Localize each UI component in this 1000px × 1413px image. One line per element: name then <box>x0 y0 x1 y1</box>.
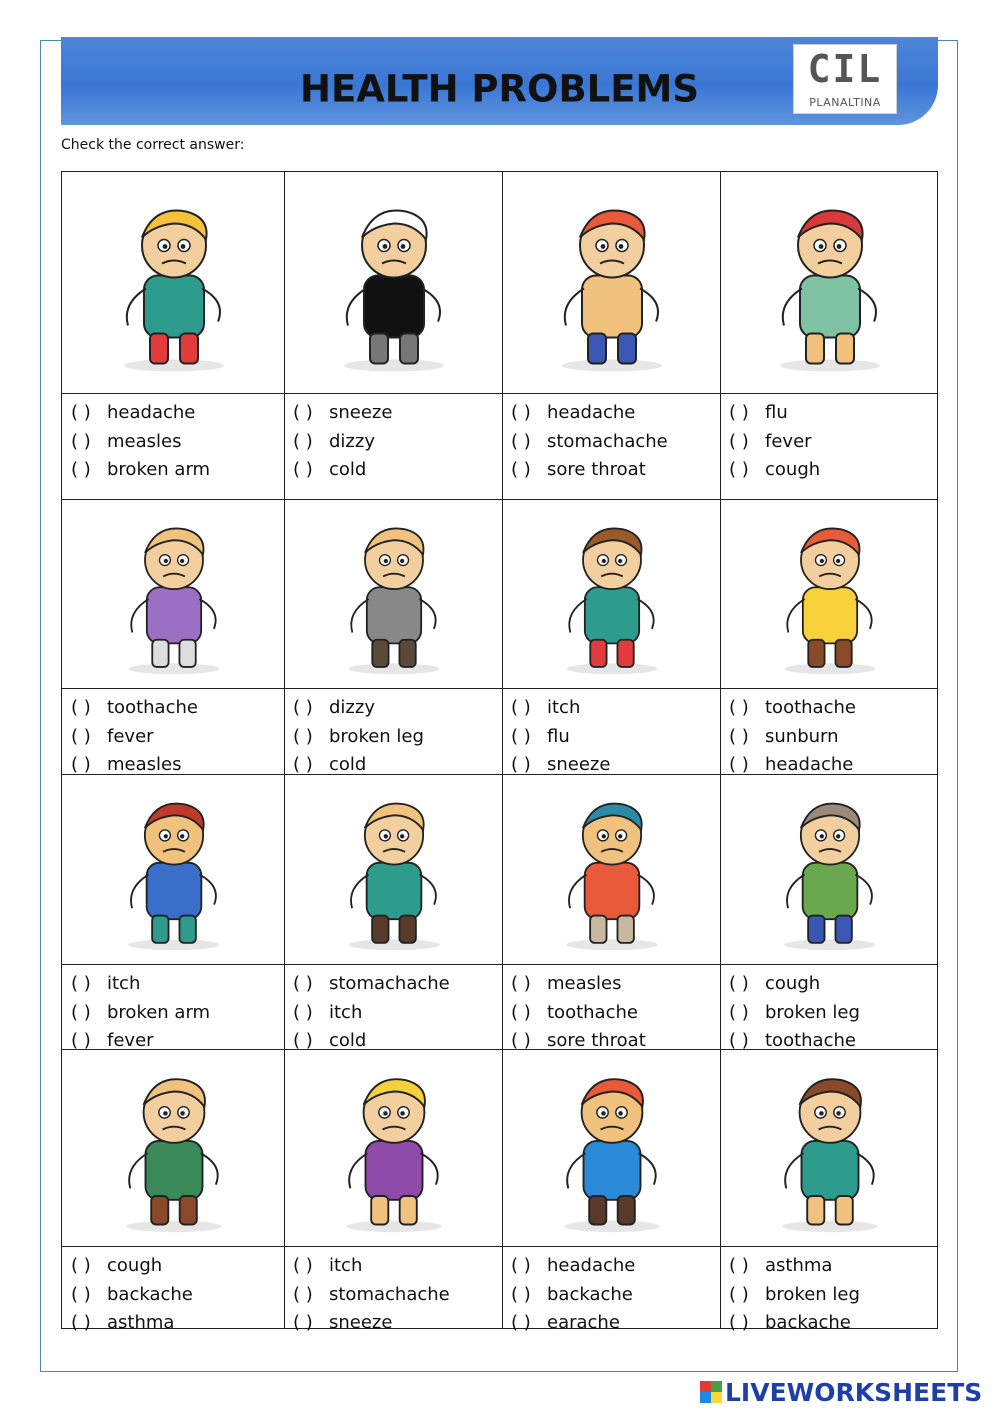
answer-options <box>721 970 939 1049</box>
answer-option[interactable] <box>293 723 502 752</box>
answer-option[interactable] <box>71 456 284 485</box>
answer-option[interactable] <box>293 1281 502 1310</box>
answer-option[interactable] <box>729 999 939 1028</box>
answer-option-label: toothache <box>107 697 198 718</box>
brand-square <box>711 1381 722 1392</box>
answer-option[interactable] <box>511 428 720 457</box>
answer-option[interactable] <box>729 456 939 485</box>
answer-option-label: cough <box>765 973 821 994</box>
illustration-man-sunbathing-on-mat <box>721 500 939 688</box>
answer-option-label: asthma <box>107 1312 175 1333</box>
answer-options <box>63 1252 284 1333</box>
logo-text: CIL <box>807 47 883 91</box>
answer-option[interactable] <box>293 1252 502 1281</box>
answer-option-label: sneeze <box>547 754 611 775</box>
answer-options <box>721 1252 939 1333</box>
answer-checkbox[interactable]: ( ) <box>729 402 749 423</box>
answer-option-label: toothache <box>765 697 856 718</box>
answer-options <box>503 694 720 774</box>
answer-option-label: stomachache <box>329 973 450 994</box>
liveworksheets-icon <box>700 1381 722 1403</box>
answer-option-label: flu <box>765 402 788 423</box>
grid-row-divider <box>62 393 937 394</box>
illustration-man-with-earache <box>503 1050 720 1246</box>
answer-option-label: cold <box>329 1030 367 1051</box>
answer-checkbox[interactable]: ( ) <box>729 754 749 775</box>
illustration-mother-taking-boy-temperature <box>63 775 284 964</box>
answer-checkbox[interactable]: ( ) <box>71 1283 91 1305</box>
answer-options <box>63 694 284 774</box>
brand-square <box>711 1392 722 1403</box>
answer-option-label: cough <box>107 1255 163 1276</box>
answer-option[interactable] <box>729 694 939 723</box>
answer-checkbox[interactable]: ( ) <box>293 697 313 718</box>
answer-option-label: sore throat <box>547 1030 646 1051</box>
answer-checkbox[interactable]: ( ) <box>293 1255 313 1276</box>
answer-option-label: fever <box>107 725 154 747</box>
answer-option[interactable] <box>511 694 720 723</box>
illustration-girl-holding-stomach <box>285 1050 502 1246</box>
answer-option-label: broken leg <box>765 1283 860 1305</box>
answer-checkbox[interactable]: ( ) <box>293 1283 313 1305</box>
answer-option-label: cold <box>329 754 367 775</box>
answer-checkbox[interactable]: ( ) <box>511 402 531 423</box>
answer-option-label: backache <box>765 1312 851 1333</box>
answer-checkbox[interactable]: ( ) <box>293 725 313 747</box>
answer-checkbox[interactable]: ( ) <box>511 973 531 994</box>
answer-checkbox[interactable]: ( ) <box>729 725 749 747</box>
answer-checkbox[interactable]: ( ) <box>71 697 91 718</box>
answer-option-label: sneeze <box>329 1312 393 1333</box>
answer-option-label: backache <box>107 1283 193 1305</box>
answer-options <box>503 970 720 1049</box>
answer-options <box>285 970 502 1049</box>
answer-option-label: stomachache <box>329 1283 450 1305</box>
illustration-man-with-inhaler-and-tissue <box>285 500 502 688</box>
answer-checkbox[interactable]: ( ) <box>511 1001 531 1023</box>
answer-option[interactable] <box>729 1252 939 1281</box>
answer-checkbox[interactable]: ( ) <box>71 725 91 747</box>
answer-option-label: dizzy <box>329 697 375 718</box>
answer-checkbox[interactable]: ( ) <box>71 754 91 775</box>
answer-checkbox[interactable]: ( ) <box>511 1283 531 1305</box>
illustration-woman-in-wheelchair-with-cast <box>721 775 939 964</box>
instruction-text: Check the correct answer: <box>61 137 245 153</box>
grid-row-divider <box>62 964 937 965</box>
illustration-man-scratching-itch <box>285 775 502 964</box>
illustration-boy-sneezing-aaaa-choo <box>503 500 720 688</box>
answer-checkbox[interactable]: ( ) <box>511 1255 531 1276</box>
liveworksheets-brand: LIVEWORKSHEETS <box>725 1377 983 1407</box>
illustration-woman-with-bandaged-jaw <box>63 500 284 688</box>
answer-checkbox[interactable]: ( ) <box>293 1001 313 1023</box>
answer-option[interactable] <box>293 1309 502 1338</box>
illustration-boy-with-spots-in-bed <box>503 775 720 964</box>
answer-options <box>63 970 284 1049</box>
answer-checkbox[interactable]: ( ) <box>729 1255 749 1276</box>
answer-checkbox[interactable]: ( ) <box>511 1312 531 1333</box>
answer-options <box>285 399 502 499</box>
answer-checkbox[interactable]: ( ) <box>511 430 531 452</box>
answer-option[interactable] <box>71 999 284 1028</box>
answer-option-label: headache <box>547 402 636 423</box>
grid-row-divider <box>62 688 937 689</box>
answer-checkbox[interactable]: ( ) <box>729 1001 749 1023</box>
answer-options <box>285 1252 502 1333</box>
answer-option-label: cough <box>765 459 821 480</box>
answer-option-label: itch <box>107 973 141 994</box>
answer-option[interactable] <box>71 399 284 428</box>
answer-option[interactable] <box>511 399 720 428</box>
answer-checkbox[interactable]: ( ) <box>729 1030 749 1051</box>
answer-option[interactable] <box>71 970 284 999</box>
answer-option[interactable] <box>511 1281 720 1310</box>
answer-option[interactable] <box>511 456 720 485</box>
illustration-sick-person-in-bed-with-ice-pack <box>721 173 939 393</box>
answer-option[interactable] <box>511 723 720 752</box>
answer-checkbox[interactable]: ( ) <box>511 754 531 775</box>
answer-option-label: broken leg <box>765 1001 860 1023</box>
brand-square <box>700 1381 711 1392</box>
answer-option-label: toothache <box>765 1030 856 1051</box>
answer-checkbox[interactable]: ( ) <box>293 430 313 452</box>
answer-option[interactable] <box>729 723 939 752</box>
answer-option-label: headache <box>107 402 196 423</box>
answer-option-label: broken leg <box>329 725 424 747</box>
answer-option[interactable] <box>511 970 720 999</box>
answer-option-label: headache <box>765 754 854 775</box>
answer-option-label: itch <box>547 697 581 718</box>
answer-option[interactable] <box>293 399 502 428</box>
grid-row-divider <box>62 1246 937 1247</box>
answer-checkbox[interactable]: ( ) <box>71 402 91 423</box>
answer-checkbox[interactable]: ( ) <box>71 973 91 994</box>
answer-option-label: measles <box>107 754 182 775</box>
answer-checkbox[interactable]: ( ) <box>729 430 749 452</box>
answer-checkbox[interactable]: ( ) <box>293 1312 313 1333</box>
answer-options <box>721 399 939 499</box>
exercise-grid <box>61 171 938 1333</box>
liveworksheets-logo <box>700 1376 982 1408</box>
answer-option[interactable] <box>71 1309 284 1338</box>
answer-option[interactable] <box>71 723 284 752</box>
answer-checkbox[interactable]: ( ) <box>293 459 313 480</box>
answer-checkbox[interactable]: ( ) <box>71 1001 91 1023</box>
answer-option[interactable] <box>71 1252 284 1281</box>
answer-checkbox[interactable]: ( ) <box>71 430 91 452</box>
illustration-man-holding-sore-throat <box>503 173 720 393</box>
answer-option[interactable] <box>511 999 720 1028</box>
answer-checkbox[interactable]: ( ) <box>729 1283 749 1305</box>
answer-option[interactable] <box>293 456 502 485</box>
answer-option[interactable] <box>729 1309 939 1338</box>
answer-checkbox[interactable]: ( ) <box>729 459 749 480</box>
answer-option[interactable] <box>729 970 939 999</box>
answer-option-label: itch <box>329 1001 363 1023</box>
illustration-man-coughing <box>63 1050 284 1246</box>
answer-option-label: sore throat <box>547 459 646 480</box>
page-title: HEALTH PROBLEMS <box>300 67 699 111</box>
answer-option-label: asthma <box>765 1255 833 1276</box>
answer-option-label: broken arm <box>107 459 211 480</box>
illustration-woman-with-ice-pack-and-stomach-pain <box>63 173 284 393</box>
answer-checkbox[interactable]: ( ) <box>71 1312 91 1333</box>
answer-option[interactable] <box>71 1281 284 1310</box>
answer-option-label: backache <box>547 1283 633 1305</box>
answer-checkbox[interactable]: ( ) <box>729 697 749 718</box>
answer-option-label: measles <box>107 430 182 452</box>
answer-option-label: measles <box>547 973 622 994</box>
answer-checkbox[interactable]: ( ) <box>71 459 91 480</box>
answer-option-label: sneeze <box>329 402 393 423</box>
answer-option-label: headache <box>547 1255 636 1276</box>
answer-options <box>63 399 284 499</box>
answer-checkbox[interactable]: ( ) <box>729 1312 749 1333</box>
answer-option[interactable] <box>71 428 284 457</box>
answer-option-label: fever <box>765 430 812 452</box>
answer-checkbox[interactable]: ( ) <box>511 459 531 480</box>
answer-checkbox[interactable]: ( ) <box>293 1030 313 1051</box>
answer-option[interactable] <box>729 399 939 428</box>
answer-options <box>721 694 939 774</box>
illustration-dizzy-sheep <box>285 173 502 393</box>
answer-options <box>503 1252 720 1333</box>
answer-option-label: dizzy <box>329 430 375 452</box>
answer-option-label: cold <box>329 459 367 480</box>
answer-checkbox[interactable]: ( ) <box>71 1255 91 1276</box>
answer-checkbox[interactable]: ( ) <box>293 402 313 423</box>
answer-option[interactable] <box>293 694 502 723</box>
answer-option-label: broken arm <box>107 1001 211 1023</box>
answer-option-label: toothache <box>547 1001 638 1023</box>
answer-option[interactable] <box>729 1281 939 1310</box>
answer-checkbox[interactable]: ( ) <box>71 1030 91 1051</box>
answer-option[interactable] <box>293 970 502 999</box>
answer-options <box>503 399 720 499</box>
answer-option-label: sunburn <box>765 725 839 747</box>
school-logo <box>793 44 897 114</box>
answer-checkbox[interactable]: ( ) <box>511 1030 531 1051</box>
answer-checkbox[interactable]: ( ) <box>511 725 531 747</box>
answer-checkbox[interactable]: ( ) <box>293 973 313 994</box>
brand-square <box>700 1392 711 1403</box>
answer-option-label: fever <box>107 1030 154 1051</box>
answer-checkbox[interactable]: ( ) <box>729 973 749 994</box>
logo-subtext: PLANALTINA <box>809 96 881 109</box>
answer-option[interactable] <box>293 428 502 457</box>
answer-option[interactable] <box>511 1252 720 1281</box>
answer-option[interactable] <box>71 694 284 723</box>
answer-option[interactable] <box>511 1309 720 1338</box>
illustration-boy-using-inhaler <box>721 1050 939 1246</box>
answer-options <box>285 694 502 774</box>
answer-option-label: itch <box>329 1255 363 1276</box>
answer-checkbox[interactable]: ( ) <box>511 697 531 718</box>
answer-checkbox[interactable]: ( ) <box>293 754 313 775</box>
answer-option-label: flu <box>547 725 570 747</box>
answer-option[interactable] <box>293 999 502 1028</box>
answer-option-label: stomachache <box>547 430 668 452</box>
answer-option-label: earache <box>547 1312 620 1333</box>
answer-option[interactable] <box>729 428 939 457</box>
